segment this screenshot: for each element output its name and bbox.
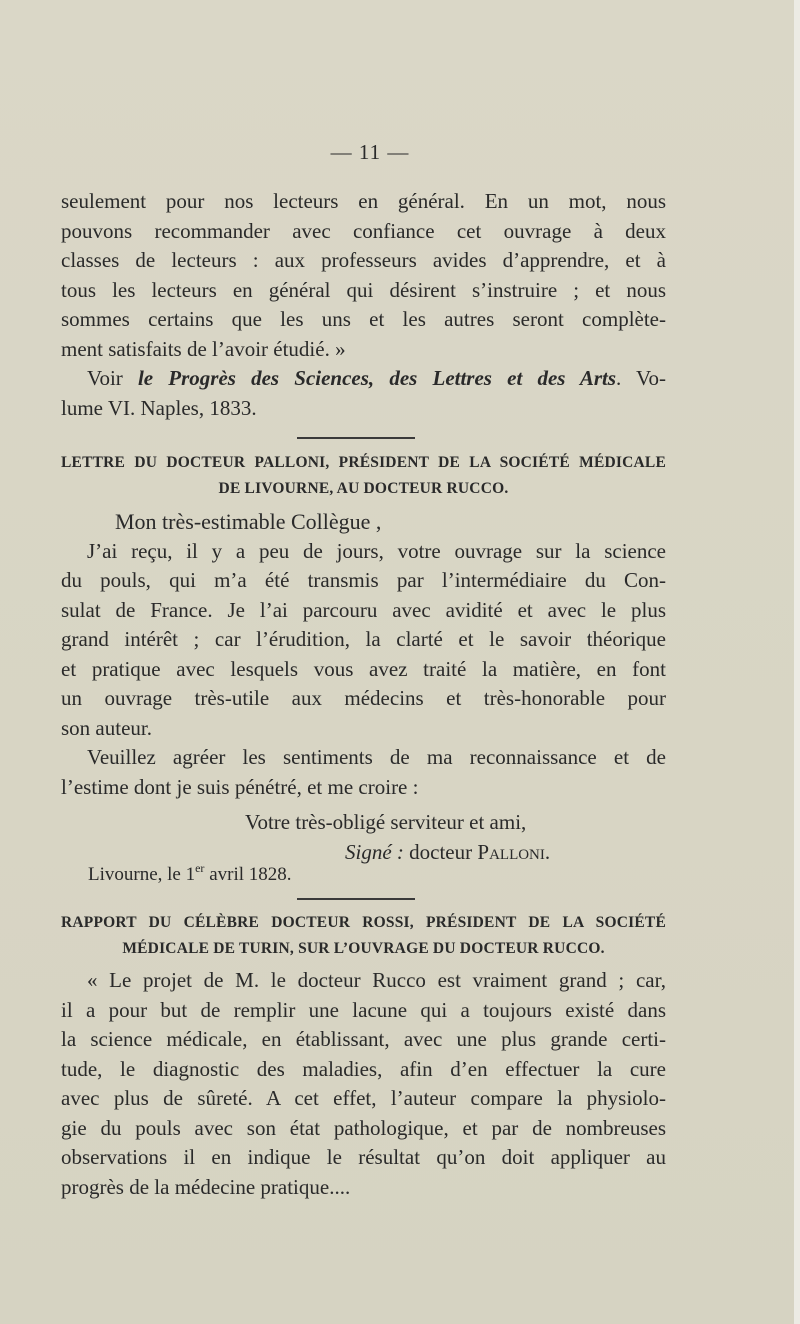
page-edge (794, 0, 800, 1324)
heading-line: DE LIVOURNE, AU DOCTEUR RUCCO. (218, 480, 509, 497)
text-line: seulement pour nos lecteurs en général. En un mot, nous (61, 189, 666, 213)
report-heading (61, 910, 666, 962)
citation-journal: le Progrès des Sciences, des Lettres et des Arts (137, 366, 617, 390)
citation-after: . Vo- (616, 366, 667, 390)
place-date (88, 861, 292, 886)
heading-line: LETTRE DU DOCTEUR PALLONI, PRÉSIDENT DE LA SOCIÉTÉ MÉDICALE (61, 454, 666, 471)
text-line: son auteur. (61, 715, 152, 740)
text-line: tude, le diagnostic des maladies, afin d’en effectuer la cure (61, 1056, 666, 1081)
text-line: et pratique avec lesquels vous avez traité la matière, en font (61, 656, 666, 681)
text-line: progrès de la médecine pratique.... (61, 1174, 351, 1199)
paragraph-continuation (61, 187, 666, 423)
text-line: du pouls, qui m’a été transmis par l’intermédiaire du Con- (61, 568, 666, 592)
valediction: Votre très-obligé serviteur et ami, (245, 810, 527, 834)
text-line: l’estime dont je suis pénétré, et me croire : (61, 774, 419, 799)
signed-name: Palloni. (477, 840, 551, 864)
text-line: ment satisfaits de l’avoir étudié. » (61, 336, 346, 361)
text-line: avec plus de sûreté. A cet effet, l’auteur compare la physiolo- (61, 1086, 666, 1110)
signed-prefix: docteur (409, 840, 473, 864)
text-line: sulat de France. Je l’ai parcouru avec avidité et avec le plus (61, 597, 666, 622)
section-rule (297, 437, 415, 439)
letter-heading (61, 450, 666, 502)
citation-line-2: lume VI. Naples, 1833. (61, 395, 257, 420)
salutation: Mon très-estimable Collègue , (115, 509, 382, 534)
heading-line: MÉDICALE DE TURIN, SUR L’OUVRAGE DU DOCTEUR RUCCO. (122, 940, 605, 957)
text-line: il a pour but de remplir une lacune qui a toujours existé dans (61, 997, 666, 1022)
citation-voir: Voir (87, 366, 123, 390)
signed-label: Signé : (345, 840, 404, 864)
text-line: pouvons recommander avec confiance cet ouvrage à deux (61, 218, 666, 243)
text-line: tous les lecteurs en général qui désirent s’instruire ; et nous (61, 277, 666, 302)
place-date-prefix: Livourne, le 1 (88, 864, 196, 885)
heading-line: RAPPORT DU CÉLÈBRE DOCTEUR ROSSI, PRÉSIDENT DE LA SOCIÉTÉ (61, 914, 666, 931)
text-line: la science médicale, en établissant, avec une plus grande certi- (61, 1027, 666, 1051)
citation-line (61, 364, 666, 394)
text-line: gie du pouls avec son état pathologique, et par de nombreuses (61, 1115, 666, 1140)
text-line: J’ai reçu, il y a peu de jours, votre ouvrage sur la science (87, 538, 666, 563)
report-body (61, 966, 666, 1202)
text-line: classes de lecteurs : aux professeurs avides d’apprendre, et à (61, 248, 666, 272)
page-number: — 11 — (330, 140, 410, 164)
text-line: observations il en indique le résultat qu’on doit appliquer au (61, 1145, 666, 1169)
text-line: sommes certains que les uns et les autres seront complète- (61, 307, 666, 331)
text-line: grand intérêt ; car l’érudition, la clarté et le savoir théorique (61, 627, 666, 651)
text-line: un ouvrage très-utile aux médecins et très-honorable pour (61, 686, 666, 710)
text-line: Veuillez agréer les sentiments de ma reconnaissance et de (87, 745, 666, 769)
signature-line (345, 840, 550, 865)
letter-body (61, 507, 666, 802)
section-rule (297, 898, 415, 900)
place-date-suffix: avril 1828. (204, 864, 292, 885)
place-date-sup: er (195, 861, 205, 875)
text-line: « Le projet de M. le docteur Rucco est vraiment grand ; car, (87, 968, 666, 992)
